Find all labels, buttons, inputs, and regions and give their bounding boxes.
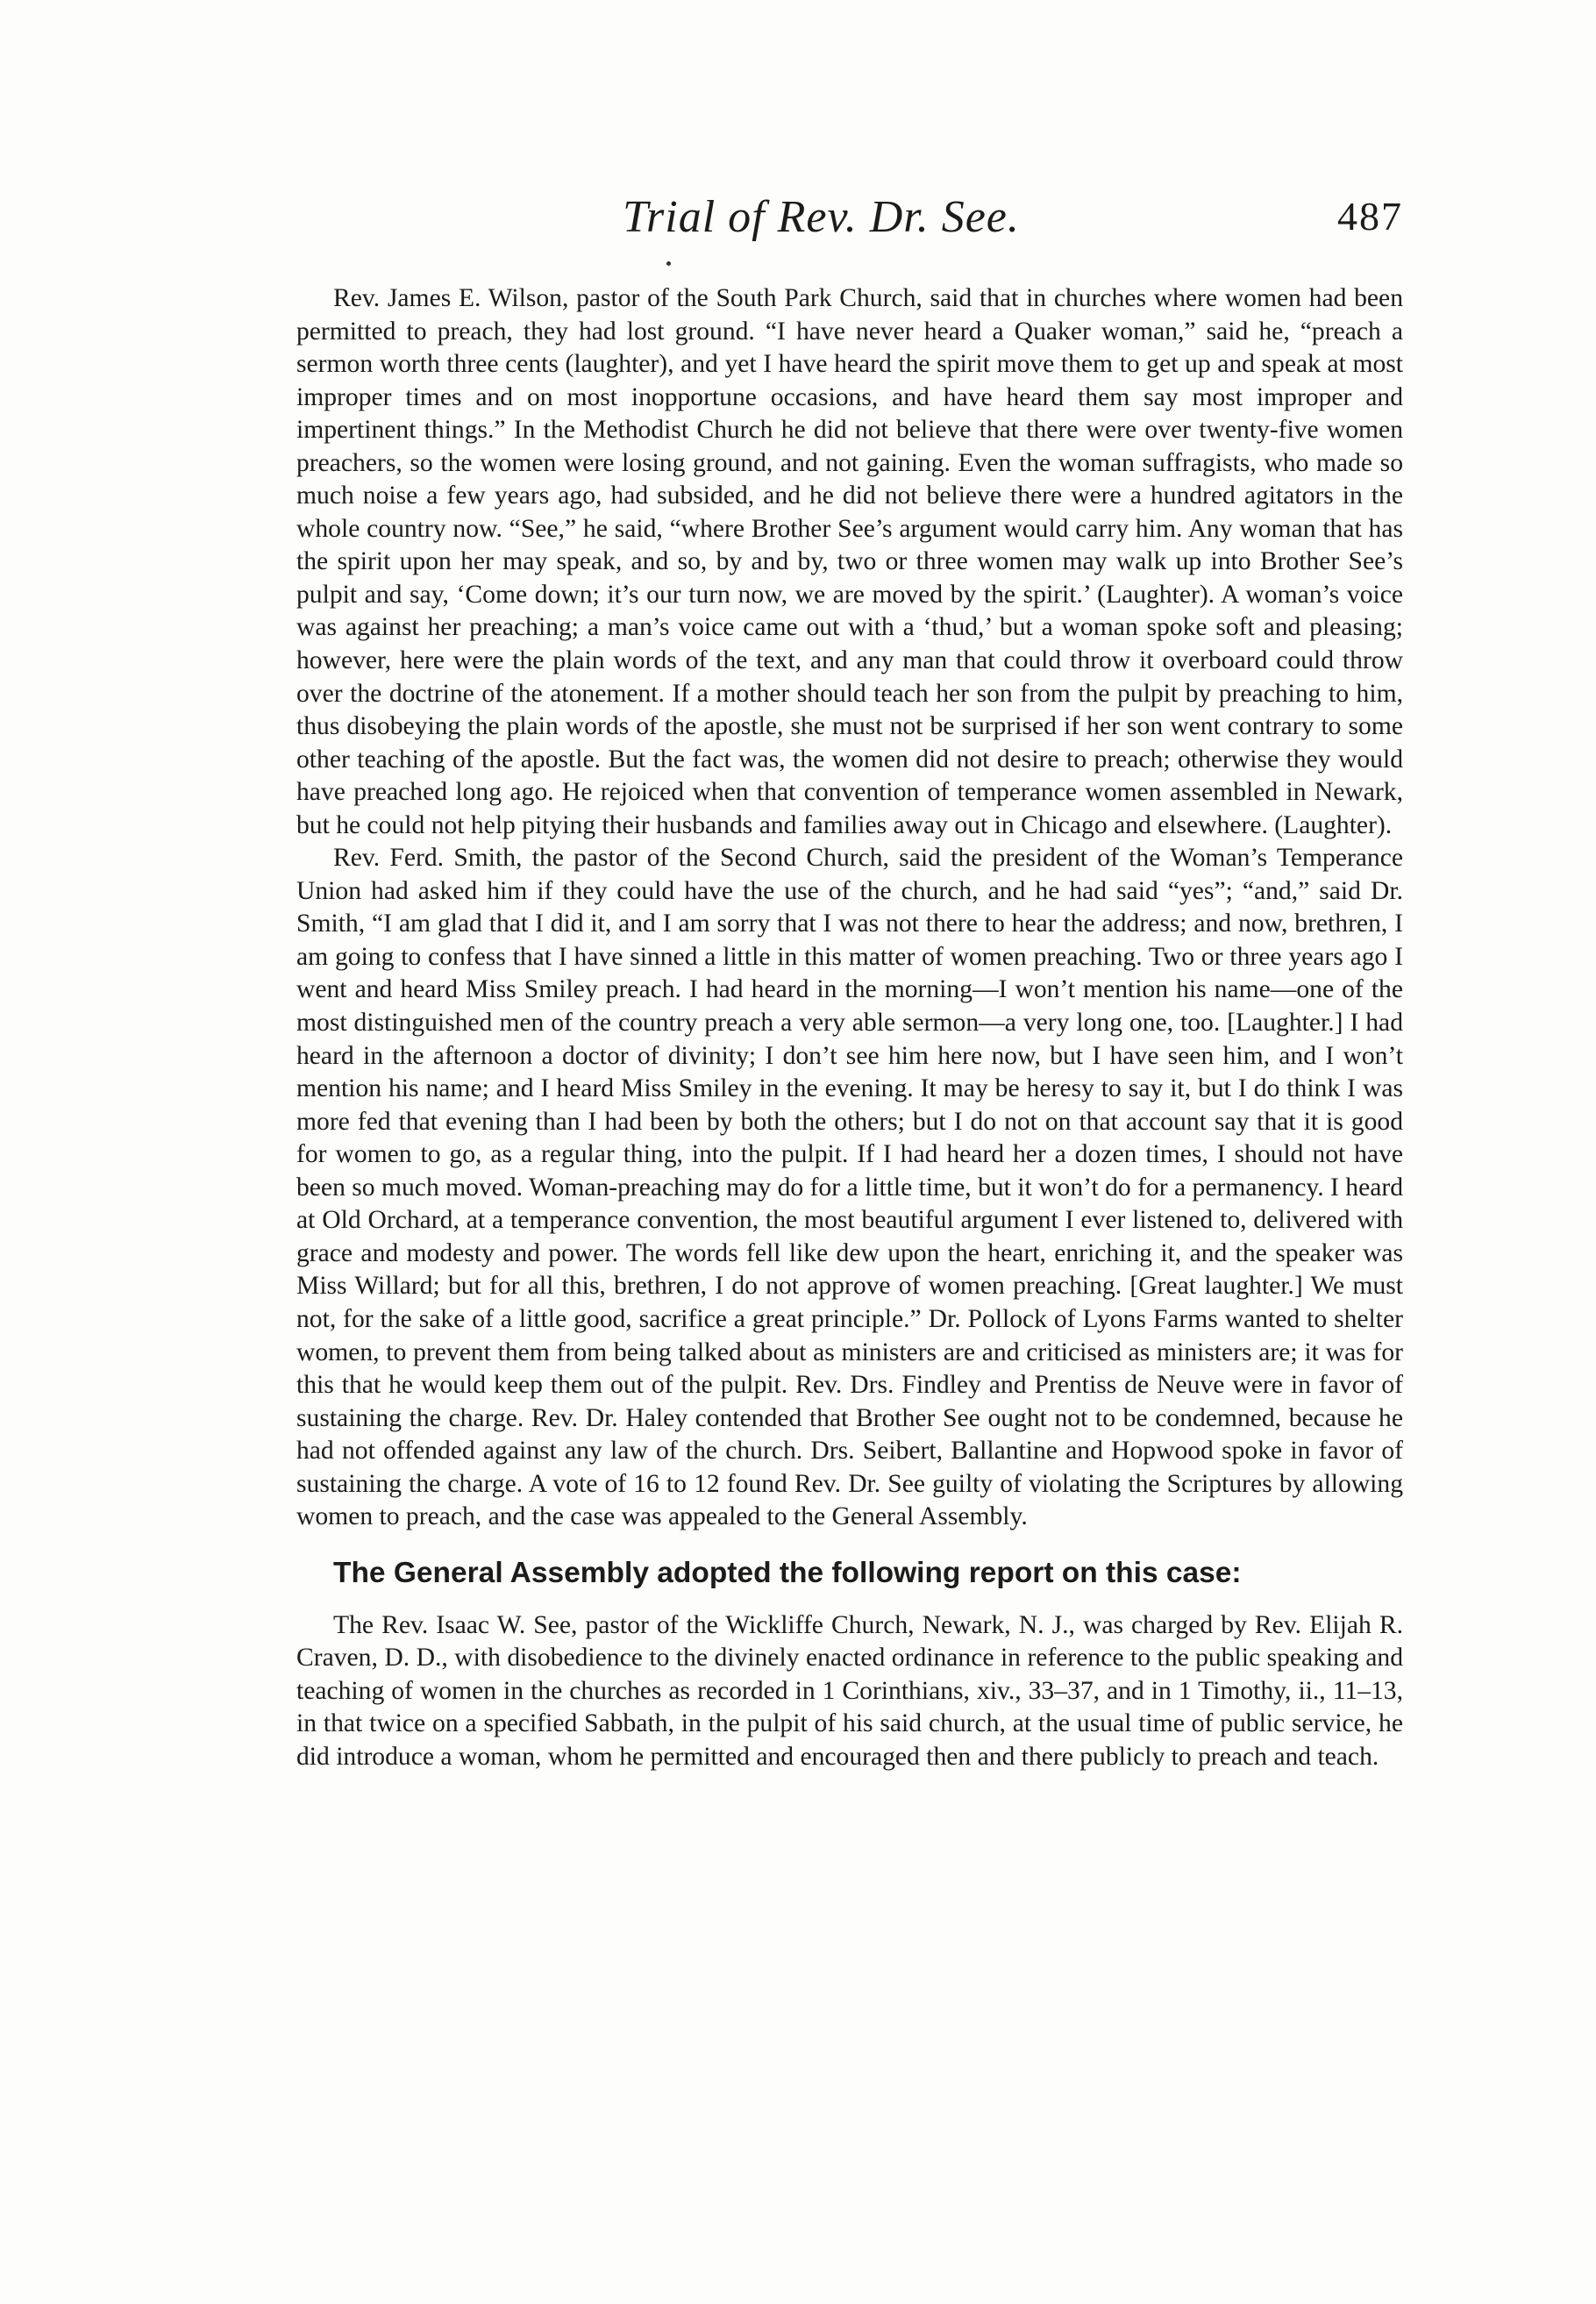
running-head: [296, 191, 1403, 253]
paragraph-wilson: Rev. James E. Wilson, pastor of the South Park Church, said that in churches where women had been permitted to preach, they had lost ground. “I have never heard a Quaker woman,” said he, “preach a sermon worth three cents (laughter), and yet I have heard the spirit move them to get up and speak at most improper times and on most inopportune occasions, and have heard them say most improper and impertinent things.” In the Methodist Church he did not believe that there were over twenty-five women preachers, so the women were losing ground, and not gaining. Even the woman suffragists, who made so much noise a few years ago, had subsided, and he did not believe there were a hundred agitators in the whole country now. “See,” he said, “where Brother See’s argument would carry him. Any woman that has the spirit upon her may speak, and so, by and by, two or three women may walk up into Brother See’s pulpit and say, ‘Come down; it’s our turn now, we are moved by the spirit.’ (Laughter). A woman’s voice was against her preaching; a man’s voice came out with a ‘thud,’ but a woman spoke soft and pleasing; however, here were the plain words of the text, and any man that could throw it overboard could throw over the doctrine of the atonement. If a mother should teach her son from the pulpit by preaching to him, thus disobeying the plain words of the apostle, she must not be surprised if her son went contrary to some other teaching of the apostle. But the fact was, the women did not desire to preach; otherwise they would have preached long ago. He rejoiced when that convention of temperance women assembled in Newark, but he could not help pitying their husbands and families away out in Chicago and elsewhere. (Laughter).: [296, 284, 1403, 839]
section-subheading: The General Assembly adopted the following report on this case:: [333, 1556, 1242, 1589]
running-title: Trial of Rev. Dr. See.: [623, 192, 1020, 242]
body-text: [296, 282, 1403, 1774]
paragraph-smith: Rev. Ferd. Smith, the pastor of the Second Church, said the president of the Woman’s Temperance Union had asked him if they could have the use of the church, and he had said “yes”; “and,” said Dr. Smith, “I am glad that I did it, and I am sorry that I was not there to hear the address; and now, brethren, I am going to confess that I have sinned a little in this matter of women preaching. Two or three years ago I went and heard Miss Smiley preach. I had heard in the morning—I won’t mention his name—one of the most distinguished men of the country preach a very able sermon—a very long one, too. [Laughter.] I had heard in the afternoon a doctor of divinity; I don’t see him here now, but I have seen him, and I won’t mention his name; and I heard Miss Smiley in the evening. It may be heresy to say it, but I do think I was more fed that evening than I had been by both the others; but I do not on that account say that it is good for women to go, as a regular thing, into the pulpit. If I had heard her a dozen times, I should not have been so much moved. Woman-preaching may do for a little time, but it won’t do for a permanency. I heard at Old Orchard, at a temperance convention, the most beautiful argument I ever listened to, delivered with grace and modesty and power. The words fell like dew upon the heart, enriching it, and the speaker was Miss Willard; but for all this, brethren, I do not approve of women preaching. [Great laughter.] We must not, for the sake of a little good, sacrifice a great principle.” Dr. Pollock of Lyons Farms wanted to shelter women, to prevent them from being talked about as ministers are and criticised as ministers are; it was for this that he would keep them out of the pulpit. Rev. Drs. Findley and Prentiss de Neuve were in favor of sustaining the charge. Rev. Dr. Haley contended that Brother See ought not to be condemned, because he had not offended against any law of the church. Drs. Seibert, Ballantine and Hopwood spoke in favor of sustaining the charge. A vote of 16 to 12 found Rev. Dr. See guilty of violating the Scriptures by allowing women to preach, and the case was appealed to the General Assembly.: [296, 844, 1403, 1531]
print-speck: [666, 261, 671, 266]
paragraph-report: The Rev. Isaac W. See, pastor of the Wickliffe Church, Newark, N. J., was charged by Rev. Elijah R. Craven, D. D., with disobedience to the divinely enacted ordinance in reference to the public speaking and teaching of women in the churches as recorded in 1 Corinthians, xiv., 33–37, and in 1 Timothy, ii., 11–13, in that twice on a specified Sabbath, in the pulpit of his said church, at the usual time of public service, he did introduce a woman, whom he permitted and encouraged then and there publicly to preach and teach.: [296, 1610, 1403, 1771]
page-number: 487: [1337, 194, 1403, 239]
